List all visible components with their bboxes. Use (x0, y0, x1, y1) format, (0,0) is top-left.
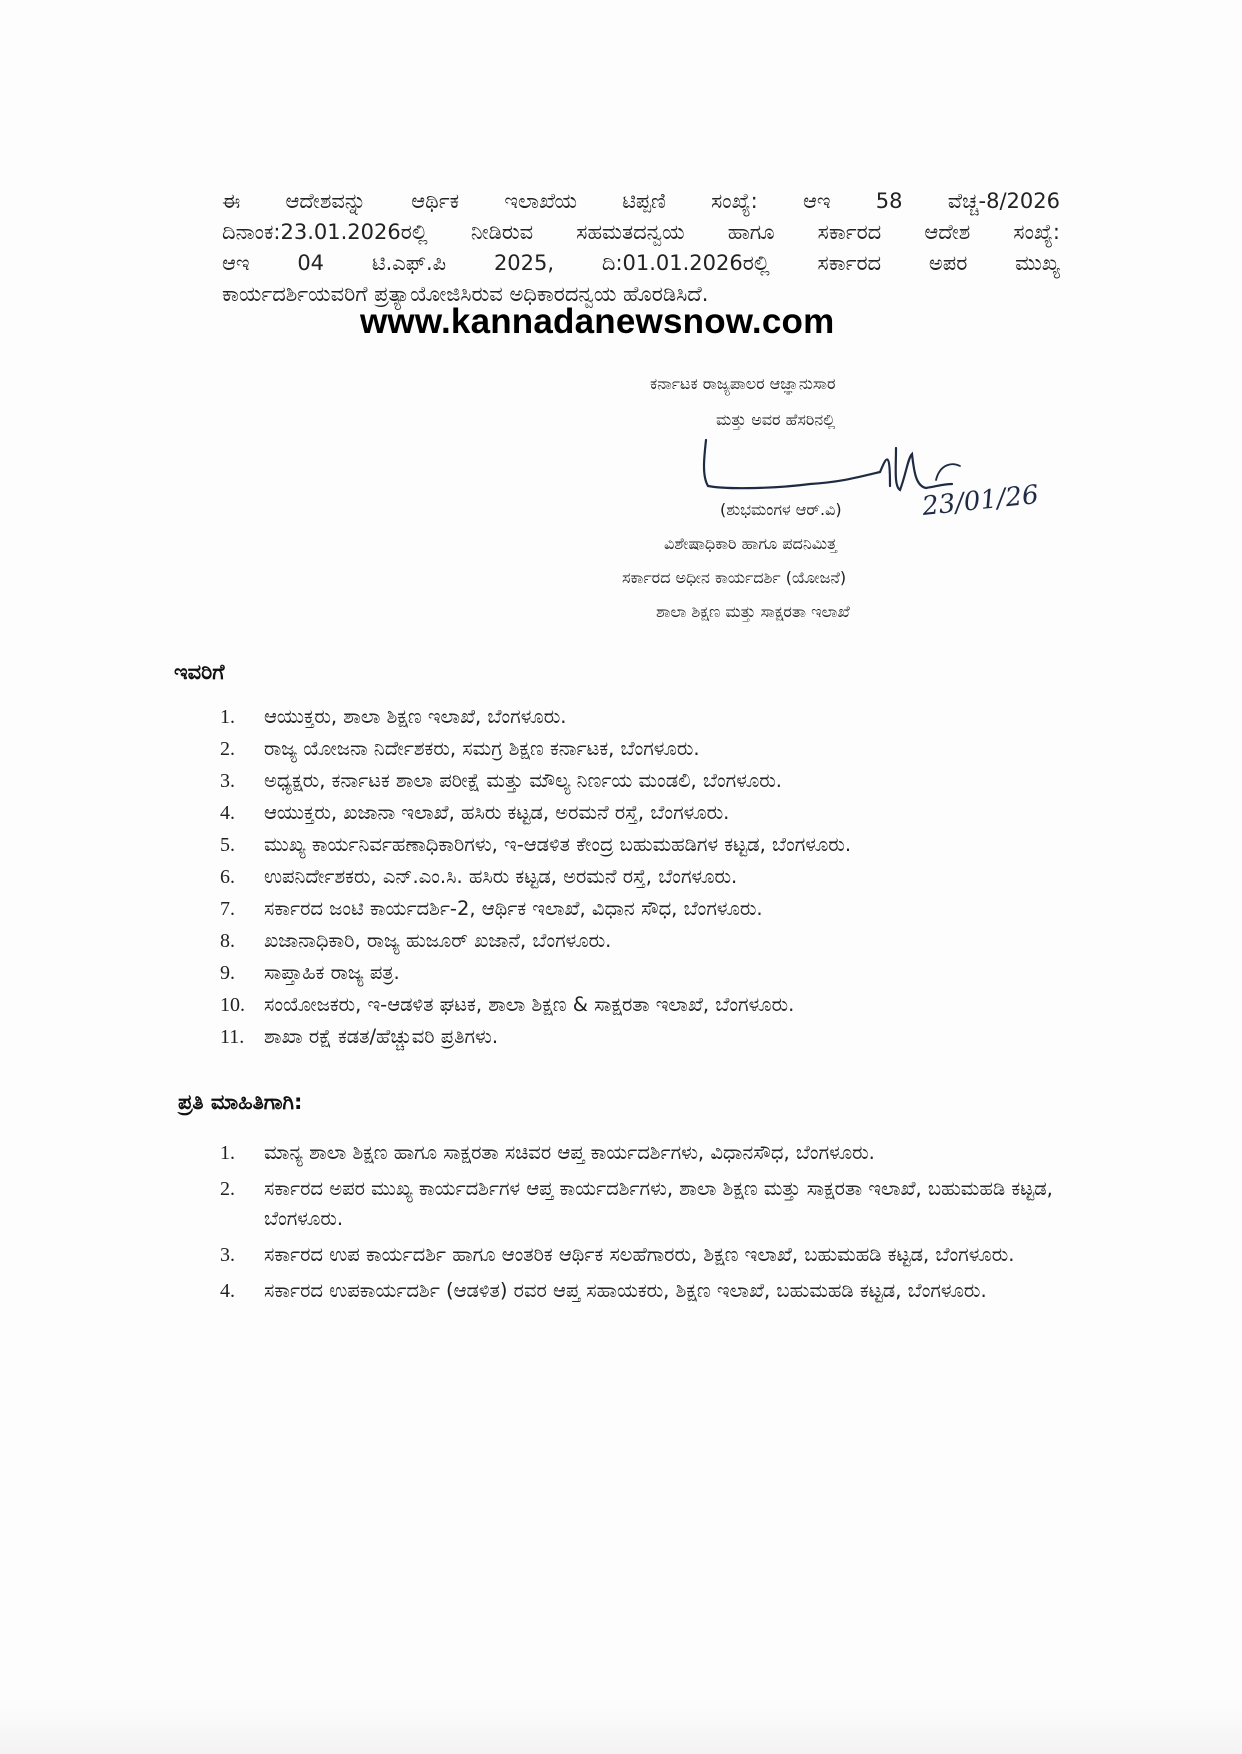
list-item (220, 926, 1060, 956)
copy-heading: ಪ್ರತಿ ಮಾಹಿತಿಗಾಗಿ: (178, 1090, 303, 1114)
list-item (220, 766, 1060, 796)
list-item (220, 1174, 1060, 1234)
list-item-text: ರಾಜ್ಯ ಯೋಜನಾ ನಿರ್ದೇಶಕರು, ಸಮಗ್ರ ಶಿಕ್ಷಣ ಕರ್ನಾಟಕ, ಬೆಂಗಳೂರು. (264, 737, 700, 760)
list-item-number: 2. (220, 738, 235, 760)
list-item-number: 11. (220, 1026, 245, 1048)
list-item-text: ಉಪನಿರ್ದೇಶಕರು, ಎನ್.ಎಂ.ಸಿ. ಹಸಿರು ಕಟ್ಟಡ, ಅರಮನೆ ರಸ್ತೆ, ಬೆಂಗಳೂರು. (264, 865, 738, 888)
paragraph-line: ಈ ಆದೇಶವನ್ನು ಆರ್ಥಿಕ ಇಲಾಖೆಯ ಟಿಪ್ಪಣಿ ಸಂಖ್ಯೆ: ಆಇ 58 ವೆಚ್ಚ-8/2026 (222, 189, 1060, 213)
list-item-text: ಸರ್ಕಾರದ ಅಪರ ಮುಖ್ಯ ಕಾರ್ಯದರ್ಶಿಗಳ ಆಪ್ತ ಕಾರ್ಯದರ್ಶಿಗಳು, ಶಾಲಾ ಶಿಕ್ಷಣ ಮತ್ತು ಸಾಕ್ಷರತಾ ಇಲಾಖೆ, ಬಹುಮಹಡಿ ಕಟ್ಟಡ, ಬೆಂಗಳೂರು. (264, 1177, 1053, 1230)
list-item-number: 1. (220, 706, 235, 728)
list-item (220, 734, 1060, 764)
list-item (220, 1240, 1060, 1270)
list-item-text: ಸರ್ಕಾರದ ಉಪಕಾರ್ಯದರ್ಶಿ (ಆಡಳಿತ) ರವರ ಆಪ್ತ ಸಹಾಯಕರು, ಶಿಕ್ಷಣ ಇಲಾಖೆ, ಬಹುಮಹಡಿ ಕಟ್ಟಡ, ಬೆಂಗಳೂರು. (264, 1279, 987, 1302)
list-item (220, 894, 1060, 924)
list-item (220, 1138, 1060, 1168)
handwritten-date: 23/01/26 (920, 479, 1041, 523)
list-item-text: ಸರ್ಕಾರದ ಉಪ ಕಾರ್ಯದರ್ಶಿ ಹಾಗೂ ಆಂತರಿಕ ಆರ್ಥಿಕ ಸಲಹೆಗಾರರು, ಶಿಕ್ಷಣ ಇಲಾಖೆ, ಬಹುಮಹಡಿ ಕಟ್ಟಡ, ಬೆಂಗಳೂರು. (264, 1243, 1015, 1266)
list-item-number: 1. (220, 1142, 235, 1164)
list-item-text: ಸರ್ಕಾರದ ಜಂಟಿ ಕಾರ್ಯದರ್ಶಿ-2, ಆರ್ಥಿಕ ಇಲಾಖೆ, ವಿಧಾನ ಸೌಧ, ಬೆಂಗಳೂರು. (264, 897, 763, 920)
list-item (220, 990, 1060, 1020)
recipients-heading: ಇವರಿಗೆ (174, 660, 225, 684)
list-item-text: ಆಯುಕ್ತರು, ಶಾಲಾ ಶಿಕ್ಷಣ ಇಲಾಖೆ, ಬೆಂಗಳೂರು. (264, 705, 567, 728)
list-item-number: 4. (220, 1280, 235, 1302)
scan-edge (0, 1700, 1242, 1754)
list-item-text: ಸಂಯೋಜಕರು, ಇ-ಆಡಳಿತ ಘಟಕ, ಶಾಲಾ ಶಿಕ್ಷಣ & ಸಾಕ್ಷರತಾ ಇಲಾಖೆ, ಬೆಂಗಳೂರು. (264, 993, 795, 1016)
list-item-number: 9. (220, 962, 235, 984)
list-item (220, 1276, 1060, 1306)
list-item (220, 1022, 1060, 1052)
order-paragraph (222, 186, 1060, 310)
designation-line: ವಿಶೇಷಾಧಿಕಾರಿ ಹಾಗೂ ಪದನಿಮಿತ್ತ (664, 534, 837, 553)
watermark-url: www.kannadanewsnow.com (360, 302, 835, 341)
list-item-text: ಅಧ್ಯಕ್ಷರು, ಕರ್ನಾಟಕ ಶಾಲಾ ಪರೀಕ್ಷೆ ಮತ್ತು ಮೌಲ್ಯ ನಿರ್ಣಯ ಮಂಡಲಿ, ಬೆಂಗಳೂರು. (264, 769, 782, 792)
list-item-text: ಆಯುಕ್ತರು, ಖಜಾನಾ ಇಲಾಖೆ, ಹಸಿರು ಕಟ್ಟಡ, ಅರಮನೆ ರಸ್ತೆ, ಬೆಂಗಳೂರು. (264, 801, 730, 824)
list-item-number: 3. (220, 1244, 235, 1266)
list-item (220, 702, 1060, 732)
officer-name: (ಶುಭಮಂಗಳ ಆರ್.ವಿ) (720, 500, 842, 519)
list-item (220, 862, 1060, 892)
designation-line: ಸರ್ಕಾರದ ಅಧೀನ ಕಾರ್ಯದರ್ಶಿ (ಯೋಜನೆ) (622, 568, 847, 587)
paragraph-line: ಆಇ 04 ಟಿ.ಎಫ್.ಪಿ 2025, ದಿ:01.01.2026ರಲ್ಲಿ ಸರ್ಕಾರದ ಅಪರ ಮುಖ್ಯ (222, 251, 1060, 275)
list-item-text: ಮಾನ್ಯ ಶಾಲಾ ಶಿಕ್ಷಣ ಹಾಗೂ ಸಾಕ್ಷರತಾ ಸಚಿವರ ಆಪ್ತ ಕಾರ್ಯದರ್ಶಿಗಳು, ವಿಧಾನಸೌಧ, ಬೆಂಗಳೂರು. (264, 1141, 875, 1164)
list-item-number: 4. (220, 802, 235, 824)
paragraph-line: ದಿನಾಂಕ:23.01.2026ರಲ್ಲಿ ನೀಡಿರುವ ಸಹಮತದನ್ವಯ ಹಾಗೂ ಸರ್ಕಾರದ ಆದೇಶ ಸಂಖ್ಯೆ: (222, 220, 1060, 244)
list-item-text: ಮುಖ್ಯ ಕಾರ್ಯನಿರ್ವಹಣಾಧಿಕಾರಿಗಳು, ಇ-ಆಡಳಿತ ಕೇಂದ್ರ ಬಹುಮಹಡಿಗಳ ಕಟ್ಟಡ, ಬೆಂಗಳೂರು. (264, 833, 852, 856)
list-item-number: 2. (220, 1178, 235, 1200)
list-item-text: ಶಾಖಾ ರಕ್ಷೆ ಕಡತ/ಹೆಚ್ಚುವರಿ ಪ್ರತಿಗಳು. (264, 1025, 499, 1048)
on-behalf-line: ಮತ್ತು ಅವರ ಹೆಸರಿನಲ್ಲಿ (716, 410, 836, 429)
department-line: ಶಾಲಾ ಶಿಕ್ಷಣ ಮತ್ತು ಸಾಕ್ಷರತಾ ಇಲಾಖೆ (656, 602, 850, 621)
paragraph-line: ಕಾರ್ಯದರ್ಶಿಯವರಿಗೆ ಪ್ರತ್ಯಾಯೋಜಿಸಿರುವ ಅಧಿಕಾರದನ್ವಯ ಹೊರಡಿಸಿದೆ. (222, 282, 709, 306)
recipients-list (220, 702, 1060, 1054)
list-item-number: 7. (220, 898, 235, 920)
list-item-number: 5. (220, 834, 235, 856)
list-item-text: ಸಾಪ್ತಾಹಿಕ ರಾಜ್ಯ ಪತ್ರ. (264, 961, 400, 984)
list-item-number: 3. (220, 770, 235, 792)
list-item-text: ಖಜಾನಾಧಿಕಾರಿ, ರಾಜ್ಯ ಹುಜೂರ್ ಖಜಾನೆ, ಬೆಂಗಳೂರು. (264, 929, 612, 952)
list-item-number: 10. (220, 994, 245, 1016)
list-item (220, 958, 1060, 988)
list-item (220, 830, 1060, 860)
list-item-number: 6. (220, 866, 235, 888)
list-item-number: 8. (220, 930, 235, 952)
list-item (220, 798, 1060, 828)
copy-list (220, 1138, 1060, 1312)
governor-order-line: ಕರ್ನಾಟಕ ರಾಜ್ಯಪಾಲರ ಆಜ್ಞಾನುಸಾರ (650, 374, 836, 393)
